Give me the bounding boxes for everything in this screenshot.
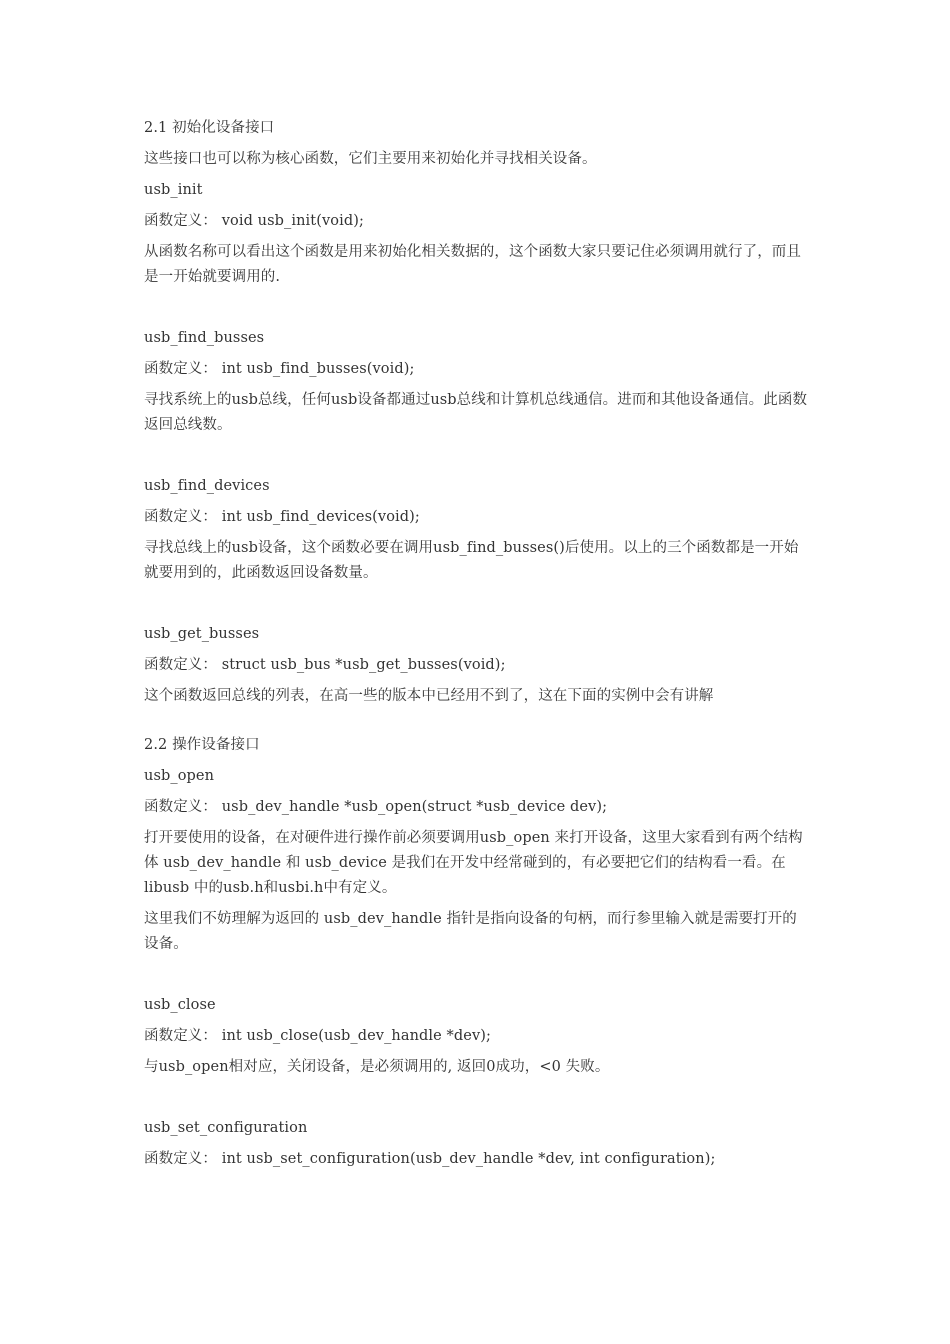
spacer (144, 715, 810, 733)
function-description-usb-get-busses: 这个函数返回总线的列表，在高一些的版本中已经用不到了，这在下面的实例中会有讲解 (144, 688, 714, 704)
spacer (144, 1086, 810, 1116)
function-definition-usb-get-busses: 函数定义： struct usb_bus *usb_get_busses(void); (144, 657, 506, 673)
function-name-usb-close: usb_close (144, 997, 216, 1013)
spacer (144, 592, 810, 622)
section-intro-init: 这些接口也可以称为核心函数，它们主要用来初始化并寻找相关设备。 (144, 151, 597, 167)
spacer (144, 296, 810, 326)
function-definition-usb-find-devices: 函数定义： int usb_find_devices(void); (144, 509, 420, 525)
function-description-usb-find-devices: 寻找总线上的usb设备，这个函数必要在调用usb_find_busses()后使用。以上的三个函数都是一开始就要用到的，此函数返回设备数量。 (144, 540, 799, 581)
function-name-usb-find-devices: usb_find_devices (144, 478, 270, 494)
spacer (144, 444, 810, 474)
function-definition-usb-init: 函数定义： void usb_init(void); (144, 213, 364, 229)
function-definition-usb-find-busses: 函数定义： int usb_find_busses(void); (144, 361, 415, 377)
function-definition-usb-set-configuration: 函数定义： int usb_set_configuration(usb_dev_handle *dev, int configuration); (144, 1151, 716, 1167)
spacer (144, 963, 810, 993)
function-name-usb-find-busses: usb_find_busses (144, 330, 265, 346)
function-description-usb-open: 打开要使用的设备，在对硬件进行操作前必须要调用usb_open 来打开设备，这里大家看到有两个结构体 usb_dev_handle 和 usb_device 是我们在开发中经常碰到的，有必要把它们的结构看一看。在 libusb 中的usb.h和usbi.h中有定义。 (144, 830, 803, 896)
function-name-usb-init: usb_init (144, 182, 203, 198)
function-name-usb-set-configuration: usb_set_configuration (144, 1120, 308, 1136)
function-description-usb-init: 从函数名称可以看出这个函数是用来初始化相关数据的，这个函数大家只要记住必须调用就行了，而且是一开始就要调用的. (144, 244, 801, 285)
section-heading-operate: 2.2 操作设备接口 (144, 737, 260, 753)
function-description-usb-close: 与usb_open相对应，关闭设备，是必须调用的, 返回0成功，<0 失败。 (144, 1059, 610, 1075)
function-name-usb-get-busses: usb_get_busses (144, 626, 260, 642)
function-name-usb-open: usb_open (144, 768, 215, 784)
function-definition-usb-close: 函数定义： int usb_close(usb_dev_handle *dev); (144, 1028, 491, 1044)
function-description-usb-open-2: 这里我们不妨理解为返回的 usb_dev_handle 指针是指向设备的句柄，而行参里输入就是需要打开的设备。 (144, 911, 797, 952)
function-definition-usb-open: 函数定义： usb_dev_handle *usb_open(struct *usb_device dev); (144, 799, 608, 815)
document-page (144, 116, 810, 1178)
function-description-usb-find-busses: 寻找系统上的usb总线，任何usb设备都通过usb总线和计算机总线通信。进而和其他设备通信。此函数返回总线数。 (144, 392, 808, 433)
section-heading-init: 2.1 初始化设备接口 (144, 120, 275, 136)
